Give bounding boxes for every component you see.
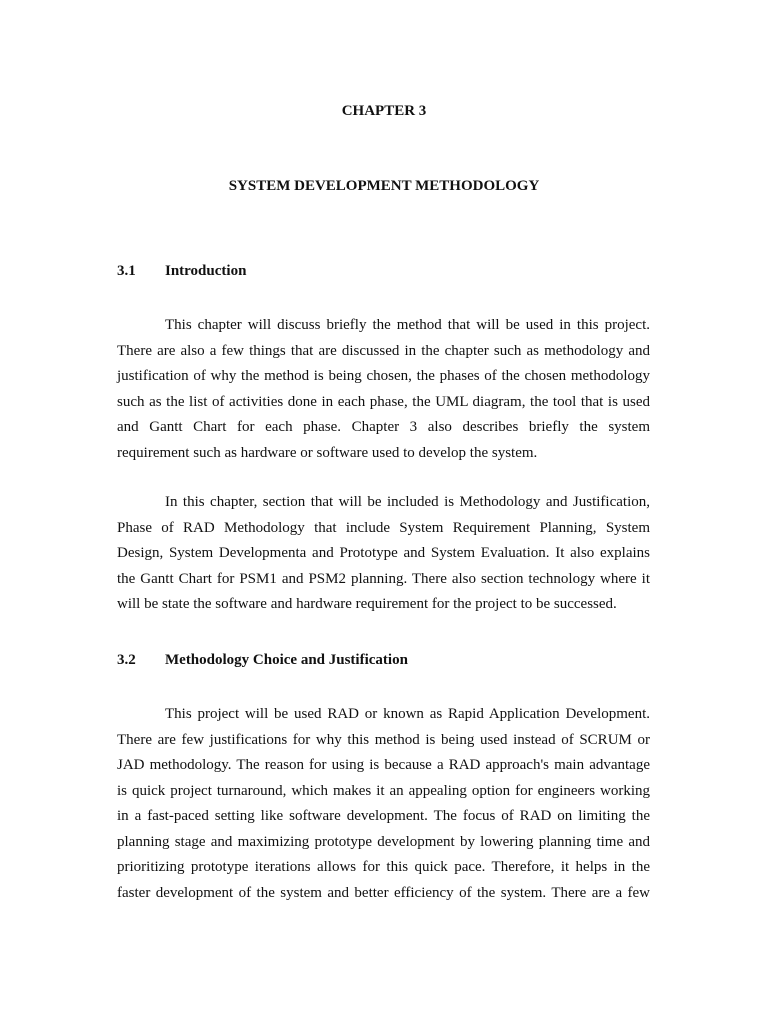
paragraph-line: JAD methodology. The reason for using is because a RAD approach's main advantage	[117, 757, 650, 773]
paragraph-line: requirement such as hardware or software used to develop the system.	[117, 444, 538, 461]
paragraph-line: such as the list of activities done in each phase, the UML diagram, the tool that is used	[117, 393, 650, 410]
paragraph-line: There are also a few things that are discussed in the chapter such as methodology and	[117, 342, 650, 359]
section-heading-3-2	[117, 650, 408, 670]
paragraph-line: and Gantt Chart for each phase. Chapter 3 also describes briefly the system	[117, 419, 650, 435]
paragraph-line: justification of why the method is being chosen, the phases of the chosen methodology	[117, 368, 650, 384]
paragraph-line: prioritizing prototype iterations allows for this quick pace. Therefore, it helps in the	[117, 859, 650, 875]
section-title: Methodology Choice and Justification	[165, 652, 408, 668]
paragraph-line: is quick project turnaround, which makes it an appealing option for engineers working	[117, 782, 650, 799]
section-title: Introduction	[165, 263, 247, 279]
paragraph-line: This project will be used RAD or known as Rapid Application Development.	[165, 706, 650, 722]
paragraph-methodology-1	[117, 702, 650, 906]
paragraph-line: In this chapter, section that will be included is Methodology and Justification,	[165, 494, 650, 510]
paragraph-introduction-2	[117, 490, 650, 618]
chapter-title: SYSTEM DEVELOPMENT METHODOLOGY	[228, 178, 540, 194]
paragraph-line: in a fast-paced setting like software development. The focus of RAD on limiting the	[117, 808, 650, 824]
section-number: 3.1	[117, 263, 136, 279]
paragraph-line: faster development of the system and better efficiency of the system. There are a few	[117, 884, 650, 901]
paragraph-line: will be state the software and hardware requirement for the project to be successed.	[117, 596, 617, 612]
paragraph-line: There are few justifications for why this method is being used instead of SCRUM or	[117, 731, 650, 748]
chapter-label: CHAPTER 3	[341, 103, 427, 119]
paragraph-introduction-1	[117, 313, 650, 466]
paragraph-line: Phase of RAD Methodology that include System Requirement Planning, System	[117, 519, 650, 536]
paragraph-line: the Gantt Chart for PSM1 and PSM2 planning. There also section technology where it	[117, 570, 650, 587]
paragraph-line: This chapter will discuss briefly the method that will be used in this project.	[165, 317, 650, 333]
paragraph-line: planning stage and maximizing prototype development by lowering planning time and	[117, 833, 650, 850]
section-number: 3.2	[117, 652, 136, 668]
section-heading-3-1	[117, 261, 246, 281]
paragraph-line: Design, System Developmenta and Prototype and System Evaluation. It also explains	[117, 545, 650, 561]
